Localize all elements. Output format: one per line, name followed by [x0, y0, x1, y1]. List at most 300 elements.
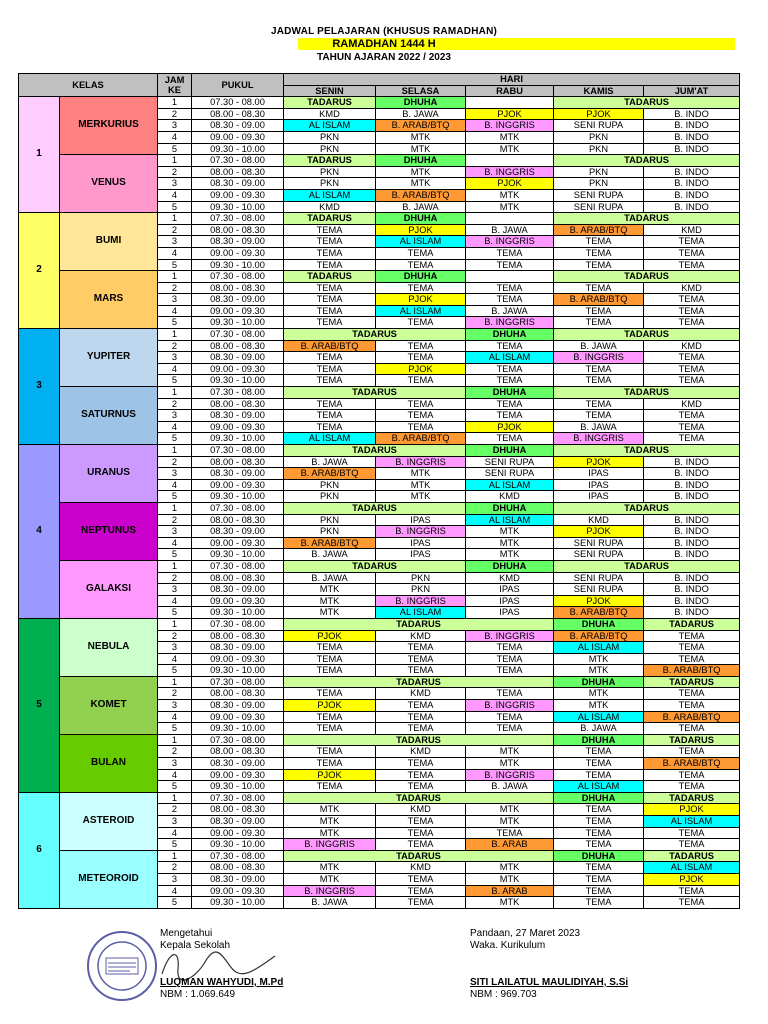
jam-ke-cell: 4 [158, 363, 192, 375]
subject-cell: PKN [376, 572, 466, 584]
waka-nbm: NBM : 969.703 [470, 989, 537, 1000]
time-cell: 09.00 - 09.30 [192, 363, 284, 375]
session-cell: TADARUS [554, 387, 740, 399]
jam-ke-cell: 4 [158, 769, 192, 781]
subject-cell: MTK [466, 746, 554, 758]
jam-ke-cell: 2 [158, 282, 192, 294]
session-cell: TADARUS [554, 329, 740, 341]
session-cell: TADARUS [644, 676, 740, 688]
subject-cell: KMD [284, 201, 376, 213]
subject-cell: AL ISLAM [554, 781, 644, 793]
jam-ke-cell: 1 [158, 502, 192, 514]
subject-cell: TEMA [554, 247, 644, 259]
subject-cell: TEMA [554, 827, 644, 839]
session-cell: DHUHA [554, 850, 644, 862]
footer-mengetahui: Mengetahui [160, 928, 213, 939]
subject-cell: SENI RUPA [554, 201, 644, 213]
time-cell: 09.30 - 10.00 [192, 549, 284, 561]
subject-cell: TEMA [466, 433, 554, 445]
subject-cell: TEMA [376, 839, 466, 851]
time-cell: 09.30 - 10.00 [192, 491, 284, 503]
subject-cell: IPAS [376, 537, 466, 549]
subject-cell: MTK [376, 468, 466, 480]
jam-ke-cell: 3 [158, 120, 192, 132]
table-row [19, 502, 740, 514]
subject-cell: MTK [284, 595, 376, 607]
subject-cell: PJOK [376, 294, 466, 306]
subject-cell: TEMA [466, 259, 554, 271]
subject-cell: B. INDO [644, 201, 740, 213]
subject-cell: SENI RUPA [466, 468, 554, 480]
header-jam: JAM [164, 75, 185, 86]
subject-cell: MTK [284, 816, 376, 828]
subject-cell: PKN [284, 131, 376, 143]
subject-cell: TEMA [284, 282, 376, 294]
jam-ke-cell: 3 [158, 642, 192, 654]
subject-cell: TEMA [466, 375, 554, 387]
table-row [19, 271, 740, 283]
subject-cell: MTK [466, 189, 554, 201]
subject-cell: TEMA [376, 653, 466, 665]
session-cell [466, 213, 554, 225]
time-cell: 08.00 - 08.30 [192, 514, 284, 526]
subject-cell: TEMA [466, 665, 554, 677]
jam-ke-cell: 4 [158, 653, 192, 665]
jam-ke-cell: 2 [158, 804, 192, 816]
table-row [19, 618, 740, 630]
time-cell: 08.00 - 08.30 [192, 456, 284, 468]
jam-ke-cell: 5 [158, 607, 192, 619]
subject-cell: TEMA [284, 653, 376, 665]
subject-cell: TEMA [376, 769, 466, 781]
school-stamp [86, 930, 158, 1002]
class-name: ASTEROID [60, 792, 158, 850]
time-cell: 09.00 - 09.30 [192, 189, 284, 201]
subject-cell: TEMA [376, 352, 466, 364]
subject-cell: MTK [466, 131, 554, 143]
time-cell: 09.00 - 09.30 [192, 653, 284, 665]
time-cell: 08.30 - 09.00 [192, 584, 284, 596]
subject-cell: B. ARAB/BTQ [376, 120, 466, 132]
session-cell: DHUHA [376, 213, 466, 225]
time-cell: 07.30 - 08.00 [192, 155, 284, 167]
subject-cell: B. ARAB/BTQ [554, 224, 644, 236]
subject-cell: B. INGGRIS [466, 317, 554, 329]
subject-cell: KMD [644, 282, 740, 294]
time-cell: 09.30 - 10.00 [192, 375, 284, 387]
subject-cell: TEMA [284, 317, 376, 329]
session-cell: TADARUS [554, 97, 740, 109]
subject-cell: B. ARAB [466, 885, 554, 897]
session-cell: TADARUS [284, 445, 466, 457]
jam-ke-cell: 2 [158, 862, 192, 874]
subject-cell: PKN [376, 584, 466, 596]
header-day-4: JUM'AT [644, 85, 740, 97]
subject-cell: TEMA [644, 352, 740, 364]
subject-cell: TEMA [644, 410, 740, 422]
subject-cell: B. INDO [644, 595, 740, 607]
subject-cell: TEMA [376, 259, 466, 271]
subject-cell: TEMA [554, 398, 644, 410]
subject-cell: TEMA [376, 317, 466, 329]
subject-cell: B. INDO [644, 537, 740, 549]
subject-cell: PJOK [554, 456, 644, 468]
subject-cell: TEMA [284, 398, 376, 410]
subject-cell: B. INDO [644, 166, 740, 178]
jam-ke-cell: 3 [158, 294, 192, 306]
time-cell: 08.30 - 09.00 [192, 178, 284, 190]
subject-cell: TEMA [644, 630, 740, 642]
subject-cell: MTK [284, 804, 376, 816]
subject-cell: TEMA [284, 305, 376, 317]
jam-ke-cell: 3 [158, 352, 192, 364]
time-cell: 08.30 - 09.00 [192, 758, 284, 770]
time-cell: 09.30 - 10.00 [192, 143, 284, 155]
subject-cell: TEMA [466, 363, 554, 375]
jam-ke-cell: 5 [158, 491, 192, 503]
subject-cell: B. ARAB/BTQ [644, 711, 740, 723]
subject-cell: MTK [554, 700, 644, 712]
jam-ke-cell: 4 [158, 885, 192, 897]
time-cell: 09.30 - 10.00 [192, 433, 284, 445]
subject-cell: MTK [376, 131, 466, 143]
subject-cell: TEMA [554, 746, 644, 758]
time-cell: 09.00 - 09.30 [192, 421, 284, 433]
session-cell: TADARUS [644, 850, 740, 862]
subject-cell: SENI RUPA [466, 456, 554, 468]
subject-cell: B. INGGRIS [466, 236, 554, 248]
session-cell: DHUHA [376, 155, 466, 167]
subject-cell: KMD [376, 804, 466, 816]
subject-cell: TEMA [284, 236, 376, 248]
jam-ke-cell: 4 [158, 189, 192, 201]
jam-ke-cell: 1 [158, 676, 192, 688]
jam-ke-cell: 5 [158, 781, 192, 793]
subject-cell: SENI RUPA [554, 584, 644, 596]
time-cell: 09.00 - 09.30 [192, 711, 284, 723]
subject-cell: TEMA [284, 746, 376, 758]
table-row [19, 97, 740, 109]
subject-cell: MTK [466, 201, 554, 213]
subject-cell: TEMA [284, 224, 376, 236]
time-cell: 09.00 - 09.30 [192, 827, 284, 839]
subject-cell: B. INGGRIS [466, 700, 554, 712]
header-day-2: RABU [466, 85, 554, 97]
subject-cell: TEMA [376, 885, 466, 897]
subject-cell: TEMA [554, 885, 644, 897]
subject-cell: MTK [554, 688, 644, 700]
header-hari: HARI [284, 74, 740, 86]
time-cell: 08.00 - 08.30 [192, 572, 284, 584]
subject-cell: PKN [284, 491, 376, 503]
time-cell: 07.30 - 08.00 [192, 618, 284, 630]
subject-cell: B. INGGRIS [376, 595, 466, 607]
jam-ke-cell: 3 [158, 236, 192, 248]
subject-cell: PJOK [644, 873, 740, 885]
subject-cell: TEMA [466, 653, 554, 665]
subject-cell: TEMA [466, 282, 554, 294]
class-name: BUMI [60, 213, 158, 271]
subject-cell: TEMA [466, 711, 554, 723]
time-cell: 08.00 - 08.30 [192, 224, 284, 236]
subject-cell: TEMA [644, 259, 740, 271]
subject-cell: TEMA [284, 259, 376, 271]
session-cell: TADARUS [284, 618, 554, 630]
header-pukul: PUKUL [192, 74, 284, 97]
subject-cell: AL ISLAM [376, 607, 466, 619]
principal-name: LUQMAN WAHYUDI, M.Pd [160, 977, 284, 988]
subject-cell: TEMA [554, 839, 644, 851]
school-year: TAHUN AJARAN 2022 / 2023 [317, 52, 451, 63]
subject-cell: B. JAWA [284, 456, 376, 468]
subject-cell: TEMA [284, 421, 376, 433]
subject-cell: B. INGGRIS [466, 630, 554, 642]
jam-ke-cell: 1 [158, 213, 192, 225]
subject-cell: PJOK [284, 769, 376, 781]
time-cell: 09.30 - 10.00 [192, 897, 284, 909]
session-cell: TADARUS [284, 387, 466, 399]
subject-cell: MTK [466, 804, 554, 816]
jam-ke-cell: 1 [158, 445, 192, 457]
subject-cell: TEMA [644, 723, 740, 735]
subject-cell: TEMA [376, 758, 466, 770]
subject-cell: B. INGGRIS [284, 885, 376, 897]
time-cell: 09.30 - 10.00 [192, 607, 284, 619]
subject-cell: TEMA [466, 340, 554, 352]
footer-waka: Waka. Kurikulum [470, 940, 546, 951]
time-cell: 07.30 - 08.00 [192, 850, 284, 862]
subject-cell: TEMA [644, 421, 740, 433]
subject-cell: PKN [554, 166, 644, 178]
subject-cell: PJOK [466, 108, 554, 120]
subject-cell: MTK [466, 549, 554, 561]
subject-cell: AL ISLAM [644, 816, 740, 828]
jam-ke-cell: 5 [158, 433, 192, 445]
time-cell: 09.00 - 09.30 [192, 479, 284, 491]
subject-cell: MTK [376, 178, 466, 190]
jam-ke-cell: 4 [158, 595, 192, 607]
grade-label: 1 [19, 97, 60, 213]
subject-cell: MTK [466, 537, 554, 549]
subject-cell: KMD [466, 572, 554, 584]
time-cell: 08.00 - 08.30 [192, 166, 284, 178]
subject-cell: B. INGGRIS [376, 456, 466, 468]
subject-cell: B. JAWA [376, 108, 466, 120]
time-cell: 08.30 - 09.00 [192, 816, 284, 828]
subject-cell: KMD [644, 340, 740, 352]
subject-cell: TEMA [554, 804, 644, 816]
jam-ke-cell: 1 [158, 155, 192, 167]
time-cell: 08.00 - 08.30 [192, 746, 284, 758]
subject-cell: SENI RUPA [554, 572, 644, 584]
jam-ke-cell: 4 [158, 305, 192, 317]
subject-cell: B. INGGRIS [284, 839, 376, 851]
jam-ke-cell: 1 [158, 387, 192, 399]
subject-cell: MTK [284, 607, 376, 619]
subject-cell: MTK [376, 491, 466, 503]
class-name: KOMET [60, 676, 158, 734]
subject-cell: TEMA [644, 433, 740, 445]
subject-cell: TEMA [466, 723, 554, 735]
subject-cell: B. ARAB/BTQ [284, 537, 376, 549]
session-cell: DHUHA [466, 329, 554, 341]
subject-cell: TEMA [284, 642, 376, 654]
jam-ke-cell: 4 [158, 131, 192, 143]
subject-cell: B. INDO [644, 468, 740, 480]
jam-ke-cell: 5 [158, 259, 192, 271]
session-cell: TADARUS [644, 792, 740, 804]
subject-cell: B. ARAB/BTQ [284, 340, 376, 352]
subject-cell: TEMA [644, 247, 740, 259]
session-cell: TADARUS [284, 271, 376, 283]
session-cell: TADARUS [284, 792, 554, 804]
time-cell: 09.30 - 10.00 [192, 259, 284, 271]
subject-cell: AL ISLAM [554, 642, 644, 654]
time-cell: 07.30 - 08.00 [192, 97, 284, 109]
jam-ke-cell: 2 [158, 456, 192, 468]
time-cell: 09.30 - 10.00 [192, 317, 284, 329]
subject-cell: B. JAWA [466, 224, 554, 236]
subject-cell: B. ARAB/BTQ [554, 607, 644, 619]
table-row [19, 445, 740, 457]
session-cell: TADARUS [284, 560, 466, 572]
subject-cell: PJOK [466, 178, 554, 190]
subject-cell: KMD [284, 108, 376, 120]
subject-cell: MTK [284, 873, 376, 885]
session-cell: DHUHA [376, 97, 466, 109]
jam-ke-cell: 2 [158, 688, 192, 700]
jam-ke-cell: 5 [158, 375, 192, 387]
subject-cell: KMD [644, 398, 740, 410]
time-cell: 08.00 - 08.30 [192, 688, 284, 700]
subject-cell: B. INDO [644, 143, 740, 155]
subject-cell: B. INDO [644, 131, 740, 143]
subject-cell: IPAS [376, 514, 466, 526]
grade-label: 3 [19, 329, 60, 445]
table-row [19, 734, 740, 746]
time-cell: 08.30 - 09.00 [192, 352, 284, 364]
footer-date: Pandaan, 27 Maret 2023 [470, 928, 581, 939]
subject-cell: TEMA [376, 282, 466, 294]
subject-cell: TEMA [554, 873, 644, 885]
subject-cell: TEMA [376, 700, 466, 712]
jam-ke-cell: 5 [158, 201, 192, 213]
time-cell: 07.30 - 08.00 [192, 329, 284, 341]
subject-cell: B. ARAB/BTQ [554, 630, 644, 642]
time-cell: 08.30 - 09.00 [192, 410, 284, 422]
time-cell: 08.30 - 09.00 [192, 236, 284, 248]
subject-cell: PKN [554, 143, 644, 155]
subject-cell: B. JAWA [554, 421, 644, 433]
subject-cell: B. INDO [644, 178, 740, 190]
subject-cell: TEMA [376, 375, 466, 387]
header-ke: KE [168, 85, 181, 96]
subject-cell: TEMA [554, 816, 644, 828]
table-row [19, 155, 740, 167]
subject-cell: TEMA [644, 700, 740, 712]
time-cell: 09.00 - 09.30 [192, 131, 284, 143]
subject-cell: B. JAWA [284, 897, 376, 909]
subject-cell: B. INDO [644, 189, 740, 201]
session-cell: TADARUS [644, 734, 740, 746]
subject-cell: MTK [376, 143, 466, 155]
subject-cell: TEMA [376, 410, 466, 422]
jam-ke-cell: 2 [158, 340, 192, 352]
class-name: VENUS [60, 155, 158, 213]
subject-cell: KMD [376, 688, 466, 700]
time-cell: 09.30 - 10.00 [192, 201, 284, 213]
jam-ke-cell: 4 [158, 247, 192, 259]
subject-cell: SENI RUPA [554, 189, 644, 201]
subject-cell: MTK [554, 665, 644, 677]
subject-cell: MTK [466, 862, 554, 874]
jam-ke-cell: 3 [158, 758, 192, 770]
subject-cell: PKN [284, 526, 376, 538]
subject-cell: KMD [554, 514, 644, 526]
table-row [19, 560, 740, 572]
subject-cell: TEMA [644, 305, 740, 317]
subject-cell: TEMA [376, 340, 466, 352]
subject-cell: TEMA [644, 642, 740, 654]
subject-cell: PKN [554, 131, 644, 143]
time-cell: 07.30 - 08.00 [192, 502, 284, 514]
subject-cell: IPAS [466, 584, 554, 596]
time-cell: 08.30 - 09.00 [192, 468, 284, 480]
subject-cell: PKN [284, 514, 376, 526]
subject-cell: MTK [284, 584, 376, 596]
subject-cell: TEMA [644, 897, 740, 909]
subject-cell: TEMA [644, 827, 740, 839]
jam-ke-cell: 1 [158, 329, 192, 341]
time-cell: 08.00 - 08.30 [192, 340, 284, 352]
subject-cell: MTK [466, 758, 554, 770]
waka-name: SITI LAILATUL MAULIDIYAH, S.Si [470, 977, 629, 988]
subject-cell: TEMA [466, 247, 554, 259]
subject-cell: B. JAWA [466, 781, 554, 793]
subject-cell: PJOK [644, 804, 740, 816]
jam-ke-cell: 5 [158, 317, 192, 329]
session-cell: TADARUS [284, 97, 376, 109]
jam-ke-cell: 5 [158, 839, 192, 851]
time-cell: 07.30 - 08.00 [192, 271, 284, 283]
schedule-table [18, 73, 740, 909]
time-cell: 08.00 - 08.30 [192, 398, 284, 410]
subject-cell: AL ISLAM [376, 305, 466, 317]
subject-cell: TEMA [376, 897, 466, 909]
class-name: GALAKSI [60, 560, 158, 618]
subject-cell: TEMA [376, 421, 466, 433]
subject-cell: TEMA [466, 410, 554, 422]
subject-cell: TEMA [644, 885, 740, 897]
subject-cell: TEMA [466, 398, 554, 410]
session-cell: DHUHA [466, 387, 554, 399]
time-cell: 08.30 - 09.00 [192, 873, 284, 885]
subject-cell: PKN [284, 143, 376, 155]
subject-cell: TEMA [284, 363, 376, 375]
time-cell: 09.00 - 09.30 [192, 537, 284, 549]
time-cell: 08.00 - 08.30 [192, 862, 284, 874]
jam-ke-cell: 1 [158, 271, 192, 283]
subject-cell: B. INDO [644, 491, 740, 503]
subject-cell: TEMA [554, 862, 644, 874]
subject-cell: TEMA [466, 294, 554, 306]
ramadhan-title: RAMADHAN 1444 H [332, 38, 436, 50]
jam-ke-cell: 4 [158, 479, 192, 491]
jam-ke-cell: 2 [158, 224, 192, 236]
class-name: METEOROID [60, 850, 158, 908]
subject-cell: TEMA [644, 653, 740, 665]
grade-label: 6 [19, 792, 60, 908]
